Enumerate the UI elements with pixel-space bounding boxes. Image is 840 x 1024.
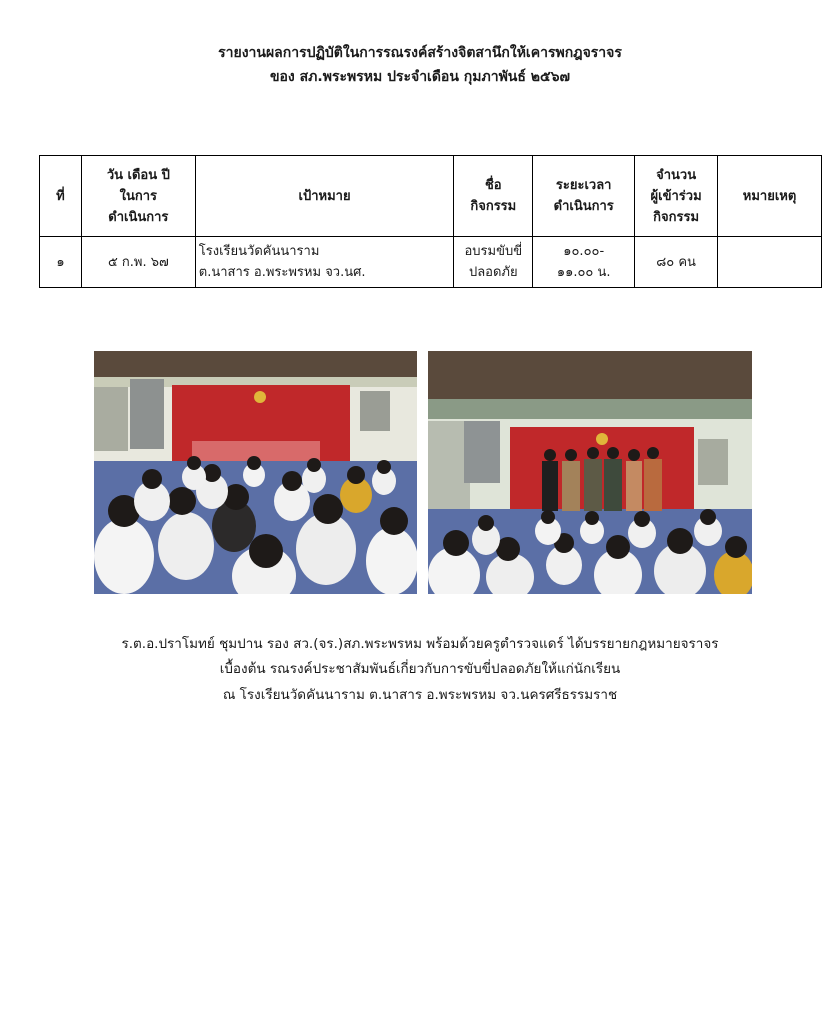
header-date-line: ดำเนินการ [108, 209, 169, 225]
cell-duration [533, 237, 635, 288]
caption-line-1: ร.ต.อ.ปราโมทย์ ชุมปาน รอง สว.(จร.)สภ.พระพรหม พร้อมด้วยครูตำรวจแดร์ ได้บรรยายกฎหมายจราจร [121, 636, 719, 652]
activity-photo-group [428, 351, 752, 594]
header-remarks: หมายเหตุ [718, 156, 822, 237]
ceiling-beam [428, 399, 752, 419]
header-no: ที่ [40, 156, 82, 237]
header-target: เป้าหมาย [195, 156, 454, 237]
header-participants-line: ผู้เข้าร่วม [650, 188, 702, 204]
ceiling [428, 351, 752, 399]
cell-duration-line: ๑๐.๐๐- [563, 244, 605, 259]
window-bars [130, 379, 164, 449]
window-left [94, 387, 128, 451]
header-activity [454, 156, 533, 237]
header-date-line: วัน เดือน ปี [106, 167, 170, 183]
table-row [40, 237, 822, 288]
cell-activity-line: อบรมขับขี่ [464, 244, 523, 259]
cell-date: ๕ ก.พ. ๖๗ [81, 237, 195, 288]
header-duration-line: ระยะเวลา [555, 178, 612, 193]
emblem-icon [596, 433, 608, 445]
cell-target [195, 237, 454, 288]
activity-photo-lecture [94, 351, 417, 594]
header-participants [635, 156, 718, 237]
cell-no: ๑ [40, 237, 82, 288]
cell-remarks [718, 237, 822, 288]
cell-duration-line: ๑๑.๐๐ น. [556, 265, 611, 280]
lecture-photo-drawing [94, 351, 417, 594]
window-right [698, 439, 728, 485]
header-activity-line: ชื่อ [484, 178, 502, 193]
window-bars [464, 421, 500, 483]
report-title-line-1: รายงานผลการปฏิบัติในการรณรงค์สร้างจิตสานึกให้เคารพกฎจราจร [218, 45, 622, 61]
cell-participants: ๘๐ คน [635, 237, 718, 288]
header-duration [533, 156, 635, 237]
table-header-row [40, 156, 822, 237]
emblem-icon [254, 391, 266, 403]
header-participants-line: จำนวน [656, 167, 697, 183]
header-participants-line: กิจกรรม [653, 209, 700, 225]
caption-line-2: เบื้องต้น รณรงค์ประชาสัมพันธ์เกี่ยวกับการขับขี่ปลอดภัยให้แก่นักเรียน [219, 661, 621, 677]
caption-line-3: ณ โรงเรียนวัดคันนาราม ต.นาสาร อ.พระพรหม จว.นครศรีธรรมราช [222, 687, 618, 703]
report-table [39, 155, 822, 288]
cell-target-line: ต.นาสาร อ.พระพรหม จว.นศ. [198, 265, 366, 280]
header-activity-line: กิจกรรม [470, 199, 517, 214]
group-photo-drawing [428, 351, 752, 594]
window-right [360, 391, 390, 431]
cell-activity-line: ปลอดภัย [468, 265, 518, 280]
header-duration-line: ดำเนินการ [553, 199, 614, 214]
ceiling [94, 351, 417, 377]
report-title-line-2: ของ สภ.พระพรหม ประจำเดือน กุมภาพันธ์ ๒๕๖๗ [269, 69, 571, 85]
header-date [81, 156, 195, 237]
header-date-line: ในการ [119, 188, 158, 204]
cell-target-line: โรงเรียนวัดคันนาราม [198, 244, 320, 259]
cell-activity [454, 237, 533, 288]
